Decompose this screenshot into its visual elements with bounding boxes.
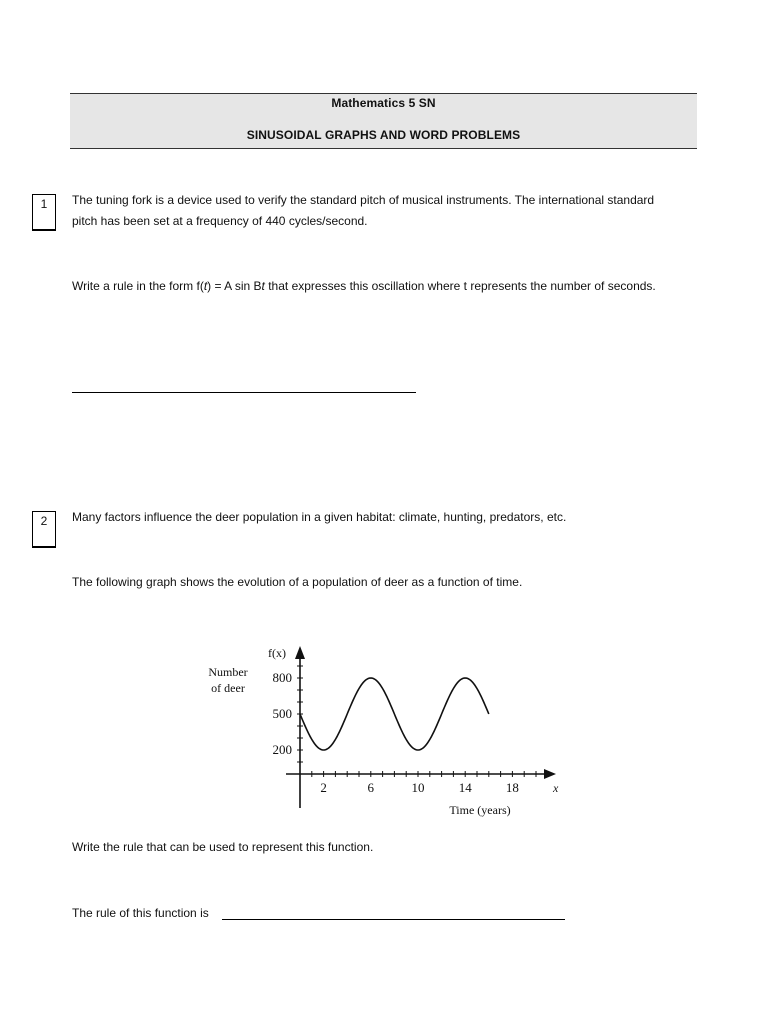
x-tick-label: 18 [505, 780, 519, 795]
q2-text-line-1: Many factors influence the deer population in a given habitat: climate, hunting, predators, etc. [72, 510, 567, 524]
question-number-box: 2 [32, 511, 56, 547]
x-tick-label: 10 [411, 780, 425, 795]
y-axis-label: f(x) [268, 646, 286, 660]
y-tick-label: 800 [272, 670, 292, 685]
q1-text-line-2: pitch has been set at a frequency of 440 cycles/second. [72, 214, 368, 228]
q1-answer-line[interactable] [72, 392, 416, 393]
y-axis-arrow [295, 646, 305, 659]
y-side-label-2: of deer [211, 681, 245, 695]
q2-answer-line[interactable] [222, 919, 565, 920]
x-tick-label: 6 [367, 780, 375, 795]
question-number-box: 1 [32, 194, 56, 230]
y-side-label-1: Number [208, 665, 248, 679]
q1-prompt-var: t [261, 279, 265, 293]
q1-prompt [72, 276, 656, 297]
x-tick-label: 14 [458, 780, 472, 795]
y-ticks [273, 670, 293, 757]
q1-prompt-part: Write a rule in the form f( [72, 279, 204, 293]
population-curve [300, 678, 489, 750]
x-axis-title: Time (years) [449, 803, 511, 817]
worksheet-title: SINUSOIDAL GRAPHS AND WORD PROBLEMS [246, 128, 521, 142]
q1-prompt-part: ) = A sin B [207, 279, 262, 293]
x-ticks [320, 780, 519, 795]
q1-prompt-var: t [203, 279, 208, 293]
q1-text-line-1: The tuning fork is a device used to verify the standard pitch of musical instruments. The international standard [72, 193, 655, 207]
y-tick-label: 500 [272, 706, 292, 721]
x-tick-label: 2 [320, 780, 327, 795]
x-axis-arrow [544, 769, 556, 779]
course-title: Mathematics 5 SN [331, 96, 436, 110]
header-band [70, 93, 697, 149]
q2-text-line-2: The following graph shows the evolution of a population of deer as a function of time. [72, 575, 523, 589]
x-axis-var: x [553, 781, 559, 795]
q2-answer-label: The rule of this function is [72, 906, 209, 920]
deer-population-graph [200, 636, 580, 826]
y-tick-label: 200 [272, 742, 292, 757]
q1-prompt-part: that expresses this oscillation where t represents the number of seconds. [264, 279, 656, 293]
q2-prompt: Write the rule that can be used to represent this function. [72, 840, 374, 854]
